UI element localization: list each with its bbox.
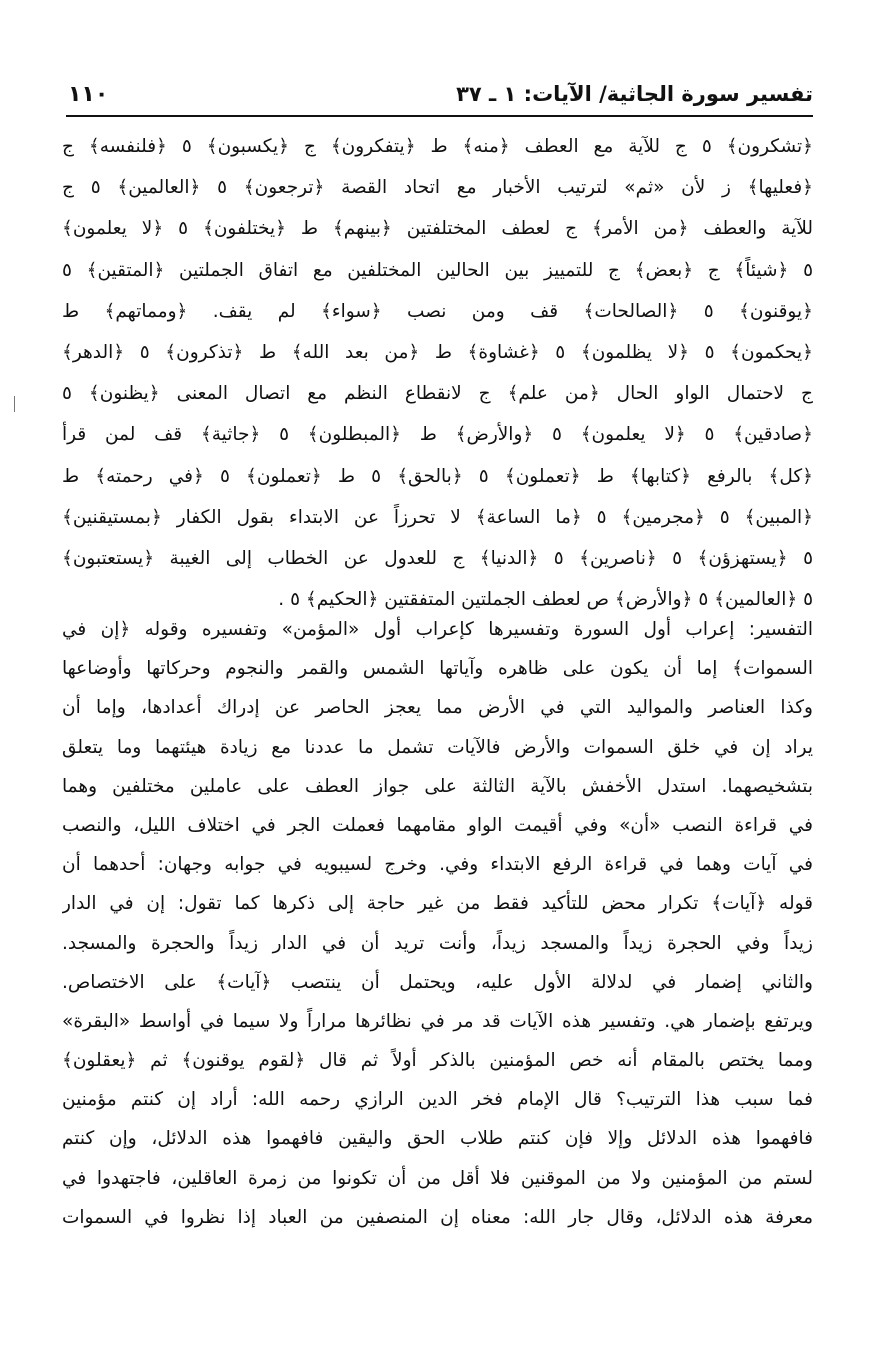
running-header [68,74,813,114]
waqf-line: ﴿يوقنون﴾ ٥ ﴿الصالحات﴾ قف ومن نصب ﴿سواء﴾ لم يقف. ﴿ومماتهم﴾ ط [62,300,813,322]
waqf-line: للآية والعطف ﴿من الأمر﴾ ج لعطف المختلفتين ﴿بينهم﴾ ط ﴿يختلفون﴾ ٥ ﴿لا يعلمون﴾ [62,218,813,240]
tafsir-line: وكذا العناصر والمواليد التي في الأرض مما يعجز الحاصر عن إدراك أعدادها، وإما أن [62,697,813,719]
waqf-line: ج لاحتمال الواو الحال ﴿من علم﴾ ج لانقطاع النظم مع اتصال المعنى ﴿يظنون﴾ ٥ [62,383,813,405]
waqf-line: ﴿فعليها﴾ ز لأن «ثم» لترتيب الأخبار مع اتحاد القصة ﴿ترجعون﴾ ٥ ﴿العالمين﴾ ٥ ج [62,177,813,199]
tafsir-line: التفسير: إعراب أول السورة وتفسيرها كإعراب أول «المؤمن» وتفسيره وقوله ﴿إن في [62,619,813,640]
tafsir-section [62,610,813,1237]
tafsir-line: ويرتفع بإضمار هي. وتفسير هذه الآيات قد مر في نظائرها مراراً ولا سيما في أواسط «البقرة» [62,1010,813,1032]
tafsir-line: لستم من المؤمنين ولا من الموقنين فلا أقل من أن تكونوا من زمرة العاقلين، فاجتهدوا في [62,1167,813,1189]
tafsir-line: معرفة هذه الدلائل، وقال جار الله: معناه إن المنصفين من العباد إذا نظروا في السموات [62,1206,813,1228]
waqf-line: ﴿تشكرون﴾ ٥ ج للآية مع العطف ﴿منه﴾ ط ﴿يتفكرون﴾ ج ﴿يكسبون﴾ ٥ ﴿فلنفسه﴾ ج [62,136,813,157]
tafsir-line: في قراءة النصب «أن» وفي أقيمت الواو مقامهما فعملت الجر في اختلاف الليل، والنصب [62,814,813,836]
waqf-line: ﴿المبين﴾ ٥ ﴿مجرمين﴾ ٥ ﴿ما الساعة﴾ لا تحرزاً عن الابتداء بقول الكفار ﴿بمستيقنين﴾ [62,506,813,528]
waqf-markers-section [62,126,813,620]
tafsir-line: زيداً وفي الحجرة زيداً والمسجد زيداً، وأنت تريد أن في الدار زيداً والحجرة والمسجد. [62,932,813,954]
tafsir-line: فما سبب هذا الترتيب؟ قال الإمام فخر الدين الرازي رحمه الله: أراد إن كنتم مؤمنين [62,1089,813,1111]
tafsir-line: السموات﴾ إما أن يكون على ظاهره وآياتها الشمس والقمر والنجوم وحركاتها وأوضاعها [62,658,813,680]
waqf-line: ﴿يحكمون﴾ ٥ ﴿لا يظلمون﴾ ٥ ﴿غشاوة﴾ ط ﴿من بعد الله﴾ ط ﴿تذكرون﴾ ٥ ﴿الدهر﴾ [62,341,813,363]
running-title: تفسير سورة الجاثية/ الآيات: ١ ـ ٣٧ [456,82,813,106]
tafsir-line: بتشخيصهما. استدل الأخفش بالآية الثالثة على جواز العطف على عاملين مختلفين وهما [62,775,813,797]
waqf-line: ﴿صادقين﴾ ٥ ﴿لا يعلمون﴾ ٥ ﴿والأرض﴾ ط ﴿المبطلون﴾ ٥ ﴿جاثية﴾ قف لمن قرأ [62,424,813,446]
tafsir-line: يراد إن في خلق السموات والأرض فالآيات تشمل ما عددنا مع زيادة هيئتهما وما يتعلق [62,736,813,758]
header-divider [66,115,813,117]
waqf-line: ٥ ﴿العالمين﴾ ٥ ﴿والأرض﴾ ص لعطف الجملتين المتفقتين ﴿الحكيم﴾ ٥ . [278,589,813,611]
tafsir-line: في آيات وهما في قراءة الرفع الابتداء وفي. وخرج لسيبويه في جوابه وجهان: أحدهما أن [62,854,813,876]
page-number: ١١٠ [68,81,109,107]
waqf-line: ٥ ﴿شيئاً﴾ ج ﴿بعض﴾ ج للتمييز بين الحالين المختلفين مع اتفاق الجملتين ﴿المتقين﴾ ٥ [62,259,813,281]
waqf-line: ٥ ﴿يستهزؤن﴾ ٥ ﴿ناصرين﴾ ٥ ﴿الدنيا﴾ ج للعدول عن الخطاب إلى الغيبة ﴿يستعتبون﴾ [62,547,813,569]
tafsir-line: فافهموا هذه الدلائل وإلا فإن كنتم طلاب الحق واليقين فافهموا هذه الدلائل، وإن كنتم [62,1128,813,1150]
margin-scan-mark [14,396,15,412]
tafsir-line: قوله ﴿آيات﴾ تكرار محض للتأكيد فقط من غير حاجة إلى ذكرها كما تقول: إن في الدار [62,893,813,915]
tafsir-line: والثاني إضمار في لدلالة الأول عليه، ويحتمل أن ينتصب ﴿آيات﴾ على الاختصاص. [62,971,813,993]
waqf-line: ﴿كل﴾ بالرفع ﴿كتابها﴾ ط ﴿تعملون﴾ ٥ ﴿بالحق﴾ ٥ ط ﴿تعملون﴾ ٥ ﴿في رحمته﴾ ط [62,465,813,487]
tafsir-line: ومما يختص بالمقام أنه خص المؤمنين بالذكر أولاً ثم قال ﴿لقوم يوقنون﴾ ثم ﴿يعقلون﴾ [62,1050,813,1072]
